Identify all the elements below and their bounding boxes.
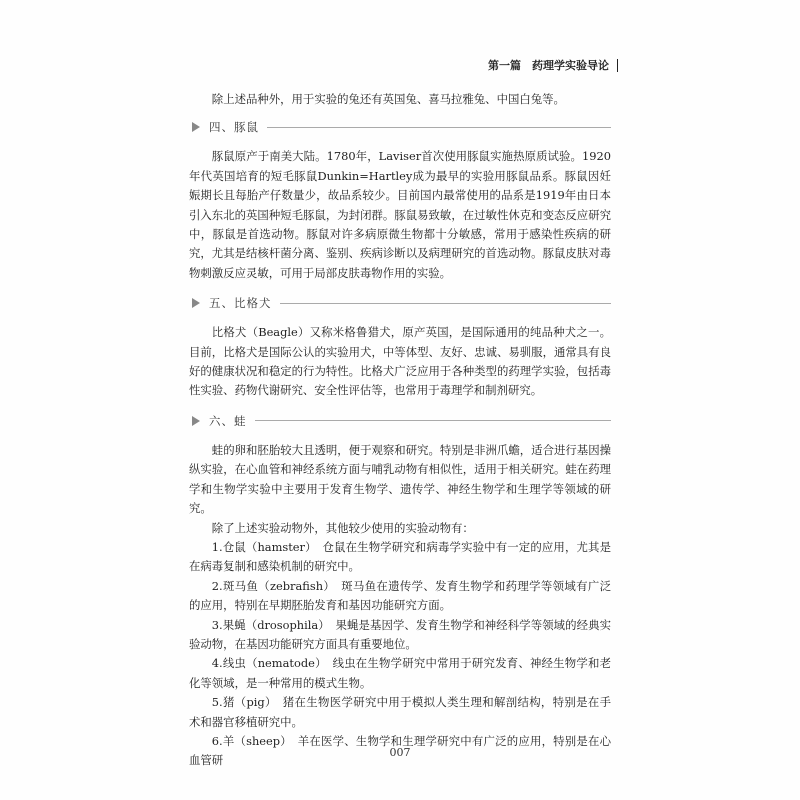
section-heading-guinea-pig	[189, 117, 611, 137]
paragraph-intro: 除上述品种外，用于实验的兔还有英国兔、喜马拉雅兔、中国白兔等。	[211, 92, 565, 106]
section-heading-frog	[189, 411, 611, 431]
triangle-marker-icon	[192, 416, 200, 426]
section-rule	[280, 303, 612, 304]
list-item-hamster: 1.仓鼠（hamster） 仓鼠在生物学研究和病毒学实验中有一定的应用，尤其是在病毒复制和感染机制的研究中。	[189, 539, 611, 574]
section-heading-beagle	[189, 293, 611, 313]
running-header-title: 第一篇 药理学实验导论	[488, 59, 609, 72]
triangle-marker-icon	[192, 122, 200, 132]
paragraph-guinea-pig: 豚鼠原产于南美大陆。1780年，Laviser首次使用豚鼠实施热原质试验。1920年代英国培育的短毛豚鼠Dunkin=Hartley成为最早的实验用豚鼠品系。豚鼠因妊娠期长且每胎产仔数量少，故品系较少。目前国内最常使用的品系是1919年由日本引入东北的英国种短毛豚鼠，为封闭群。豚鼠易致敏，在过敏性休克和变态反应研究中，豚鼠是首选动物。豚鼠对许多病原微生物都十分敏感，常用于感染性疾病的研究，尤其是结核杆菌分离、鉴别、疾病诊断以及病理研究的首选动物。豚鼠皮肤对毒物刺激反应灵敏，可用于局部皮肤毒物作用的实验。	[189, 149, 611, 280]
page-body	[189, 90, 611, 771]
list-item-nematode: 4.线虫（nematode） 线虫在生物学研究中常用于研究发育、神经生物学和老化等领域，是一种常用的模式生物。	[189, 656, 611, 690]
running-header	[488, 57, 618, 73]
page-number: 007	[389, 746, 411, 759]
paragraph-frog: 蛙的卵和胚胎较大且透明，便于观察和研究。特别是非洲爪蟾，适合进行基因操纵实验，在心血管和神经系统方面与哺乳动物有相似性，适用于相关研究。蛙在药理学和生物学实验中主要用于发育生物学、遗传学、神经生物学和生理学等领域的研究。	[189, 442, 611, 516]
paragraph-other-animals: 除了上述实验动物外，其他较少使用的实验动物有：	[211, 520, 474, 535]
section-title: 四、豚鼠	[209, 120, 259, 135]
section-rule	[255, 420, 612, 421]
section-title: 六、蛙	[209, 413, 247, 428]
list-item-pig: 5.猪（pig） 猪在生物医学研究中用于模拟人类生理和解剖结构，特别是在手术和器官移植研究中。	[189, 695, 611, 729]
list-item-sheep: 6.羊（sheep） 羊在医学、生物学和生理学研究中有广泛的应用，特别是在心血管研	[189, 733, 611, 768]
section-rule	[267, 127, 611, 128]
list-item-zebrafish: 2.斑马鱼（zebrafish） 斑马鱼在遗传学、发育生物学和药理学等领域有广泛的应用，特别在早期胚胎发育和基因功能研究方面。	[189, 578, 611, 613]
header-divider	[617, 59, 618, 72]
list-item-drosophila: 3.果蝇（drosophila） 果蝇是基因学、发育生物学和神经科学等领域的经典实验动物，在基因功能研究方面具有重要地位。	[189, 617, 611, 651]
section-title: 五、比格犬	[209, 296, 272, 311]
triangle-marker-icon	[192, 298, 200, 308]
paragraph-beagle: 比格犬（Beagle）又称米格鲁猎犬，原产英国，是国际通用的纯品种犬之一。目前，比格犬是国际公认的实验用犬，中等体型、友好、忠诚、易驯服，通常具有良好的健康状况和稳定的行为特性。比格犬广泛应用于各种类型的药理学实验，包括毒性实验、药物代谢研究、安全性评估等，也常用于毒理学和制剂研究。	[189, 325, 611, 398]
